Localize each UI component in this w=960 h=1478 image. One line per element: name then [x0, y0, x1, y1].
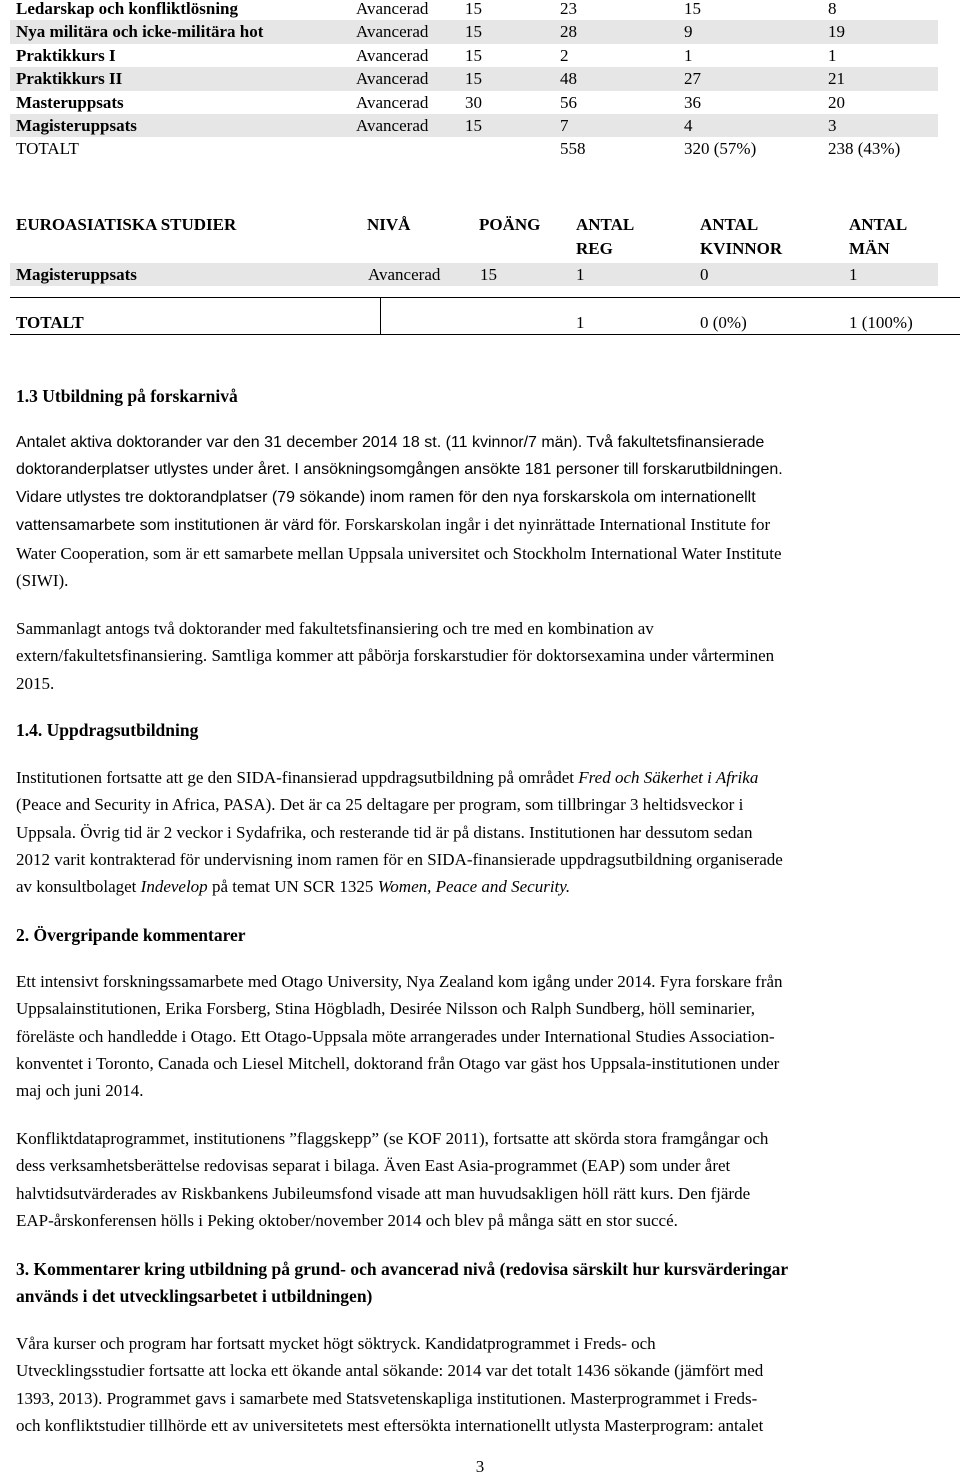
row-level: Avancerad	[368, 265, 441, 284]
table-row	[10, 263, 938, 286]
course-name: Nya militära och icke-militära hot	[16, 22, 264, 42]
text-line: (Peace and Security in Africa, PASA). Det är ca 25 deltagare per program, som tillbringar 3 heltidsveckor i	[16, 795, 744, 815]
table-row	[10, 44, 938, 67]
text-line: maj och juni 2014.	[16, 1081, 144, 1101]
women-count: 1	[684, 45, 693, 65]
course-name: Praktikkurs I	[16, 45, 116, 65]
row-course: Magisteruppsats	[16, 265, 137, 284]
registered-count: 23	[560, 0, 577, 18]
course-points: 30	[465, 92, 482, 112]
text-span: på temat UN SCR 1325	[207, 877, 378, 897]
paragraph-phd-3	[16, 615, 946, 697]
women-count: 27	[684, 69, 701, 89]
course-name: Magisteruppsats	[16, 115, 137, 135]
header-level: NIVÅ	[367, 215, 411, 234]
paragraph-phd-1	[16, 429, 946, 484]
course-points: 15	[465, 69, 482, 89]
text-line: Utvecklingsstudier fortsatte att locka ett ökande antal sökande: 2014 var det totalt 1436 sökande (jämfört med	[16, 1361, 764, 1381]
header-program: EUROASIATISKA STUDIER	[16, 215, 237, 234]
registered-count: 28	[560, 22, 577, 42]
text-line: halvtidsutvärderades av Riskbankens Jubileumsfond visade att man huvudsakligen höll rätt kurs. Den fjärde	[16, 1183, 751, 1203]
header-points: POÄNG	[479, 215, 541, 234]
men-count: 19	[828, 22, 845, 42]
paragraph-general-2	[16, 1125, 946, 1234]
total-row	[10, 137, 938, 160]
men-count: 1	[828, 45, 837, 65]
paragraph-commissioned	[16, 764, 946, 900]
text-line: Antalet aktiva doktorander var den 31 december 2014 18 st. (11 kvinnor/7 män). Två fakultetsfinansierade	[16, 434, 765, 451]
text-span: Fred och Säkerhet i Afrika	[578, 768, 759, 787]
text-line: Uppsala. Övrig tid är 2 veckor i Sydafrika, och resterande tid är på distans. Institutionen har dessutom sedan	[16, 822, 753, 842]
paragraph-general-1	[16, 968, 946, 1104]
women-count: 36	[684, 92, 701, 112]
registered-count: 2	[560, 45, 569, 65]
text-line: Konfliktdataprogrammet, institutionens ”flaggskepp” (se KOF 2011), fortsatte att skörda stora framgångar och	[16, 1129, 769, 1148]
table-header	[10, 213, 960, 269]
paragraph-phd-2	[16, 484, 946, 594]
text-line: (SIWI).	[16, 570, 69, 590]
total-men: 238 (43%)	[828, 139, 901, 159]
table-row	[10, 67, 938, 90]
table-row	[10, 20, 938, 43]
course-points: 15	[465, 115, 482, 135]
text-line: dess verksamhetsberättelse redovisas separat i bilaga. Även East Asia-programmet (EAP) som under året	[16, 1156, 731, 1176]
course-level: Avancerad	[356, 0, 429, 18]
text-line: föreläste och handledde i Otago. Ett Otago-Uppsala möte arrangerades under International Studies Association-	[16, 1026, 775, 1046]
course-level: Avancerad	[356, 22, 429, 42]
men-count: 20	[828, 92, 845, 112]
paragraph-education	[16, 1330, 946, 1439]
row-men: 1	[849, 265, 858, 284]
header-reg-1: ANTAL	[576, 215, 635, 234]
text-line: Water Cooperation, som är ett samarbete mellan Uppsala universitet och Stockholm International Water Institute	[16, 543, 782, 563]
row-women: 0	[700, 265, 709, 284]
men-count: 8	[828, 0, 837, 18]
total-women: 0 (0%)	[700, 313, 747, 332]
course-name: Masteruppsats	[16, 92, 124, 112]
section-heading: 1.3 Utbildning på forskarnivå	[16, 386, 238, 406]
total-label: TOTALT	[16, 139, 79, 159]
women-count: 15	[684, 0, 701, 18]
row-points: 15	[480, 265, 497, 284]
text-line: Ett intensivt forskningssamarbete med Otago University, Nya Zealand kom igång under 2014. Fyra forskare från	[16, 972, 783, 991]
text-span: Samtliga kommer att påbörja forskarstudier för doktorsexamina under vårterminen	[207, 646, 775, 666]
text-span: Women, Peace and Security.	[377, 877, 571, 897]
registered-count: 56	[560, 92, 577, 112]
registered-count: 48	[560, 69, 577, 89]
course-points: 15	[465, 45, 482, 65]
row-reg: 1	[576, 265, 585, 284]
course-level: Avancerad	[356, 45, 429, 65]
header-reg-2: REG	[576, 239, 613, 258]
course-name: Praktikkurs II	[16, 69, 123, 89]
text-span: Institutionen fortsatte att ge den SIDA-finansierad uppdragsutbildning på området	[16, 768, 579, 787]
page-number: 3	[475, 1457, 485, 1476]
table-row	[10, 91, 938, 114]
text-span: extern/fakultetsfinansiering.	[16, 646, 208, 666]
course-level: Avancerad	[356, 115, 429, 135]
text-span: Indevelop	[140, 877, 208, 897]
table-row	[10, 114, 938, 137]
course-points: 15	[465, 0, 482, 18]
section-heading: 2. Övergripande kommentarer	[16, 925, 246, 945]
header-men-2: MÄN	[849, 239, 890, 258]
euroasian-studies-table	[10, 213, 960, 332]
text-line: EAP-årskonferensen hölls i Peking oktober/november 2014 och blev på många sätt en stor succé.	[16, 1210, 678, 1230]
text-span: av konsultbolaget	[16, 877, 141, 897]
heading-line: används i det utvecklingsarbetet i utbildningen)	[16, 1286, 373, 1306]
total-label: TOTALT	[16, 313, 84, 332]
total-reg: 1	[576, 313, 585, 332]
total-men: 1 (100%)	[849, 313, 913, 332]
text-line: och konfliktstudier tillhörde ett av universitetets mest eftersökta internationellt utlysta Masterprogram: antalet	[16, 1415, 764, 1435]
section-heading	[16, 1256, 946, 1310]
header-men-1: ANTAL	[849, 215, 908, 234]
text-line: konventet i Toronto, Canada och Liesel Mitchell, doktorand från Otago var gäst hos Uppsala-institutionen under	[16, 1053, 780, 1073]
text-span: vattensamarbete som institutionen är värd för.	[16, 517, 341, 535]
text-line: Vidare utlystes tre doktorandplatser (79 sökande) inom ramen för den nya forskarskola om internationellt	[16, 489, 756, 506]
course-level: Avancerad	[356, 92, 429, 112]
table-divider	[10, 334, 960, 335]
table-divider	[10, 297, 960, 298]
course-level: Avancerad	[356, 69, 429, 89]
course-table-top	[10, 0, 938, 161]
total-row	[10, 311, 960, 334]
men-count: 3	[828, 115, 837, 135]
course-name: Ledarskap och konfliktlösning	[16, 0, 239, 18]
text-line: Våra kurser och program har fortsatt mycket högt söktryck. Kandidatprogrammet i Freds- och	[16, 1334, 656, 1353]
text-line: 2015.	[16, 673, 55, 693]
men-count: 21	[828, 69, 845, 89]
total-women: 320 (57%)	[684, 139, 757, 159]
total-reg: 558	[560, 139, 586, 159]
text-line: Sammanlagt antogs två doktorander med fakultetsfinansiering och tre med en kombination av	[16, 619, 654, 638]
women-count: 4	[684, 115, 693, 135]
women-count: 9	[684, 22, 693, 42]
text-line: Uppsalainstitutionen, Erika Forsberg, Stina Högbladh, Desirée Nilsson och Ralph Sundberg, höll seminarier,	[16, 999, 756, 1019]
header-women-1: ANTAL	[700, 215, 759, 234]
text-line: 2012 varit kontrakterad för undervisning inom ramen för en SIDA-finansierade uppdragsutbildning organiserade	[16, 849, 783, 869]
text-line: doktoranderplatser utlystes under året. I ansökningsomgången ansökte 181 personer till forskarutbildningen.	[16, 461, 783, 479]
heading-line: 3. Kommentarer kring utbildning på grund- och avancerad nivå (redovisa särskilt hur kursvärderingar	[16, 1259, 789, 1279]
table-row	[10, 0, 938, 20]
text-span: Forskarskolan ingår i det nyinrättade International Institute for	[340, 515, 771, 535]
header-women-2: KVINNOR	[700, 239, 783, 258]
registered-count: 7	[560, 115, 569, 135]
text-line: 1393, 2013). Programmet gavs i samarbete med Statsvetenskapliga institutionen. Masterprogrammet i Freds-	[16, 1388, 758, 1408]
course-points: 15	[465, 22, 482, 42]
section-heading: 1.4. Uppdragsutbildning	[16, 720, 199, 740]
